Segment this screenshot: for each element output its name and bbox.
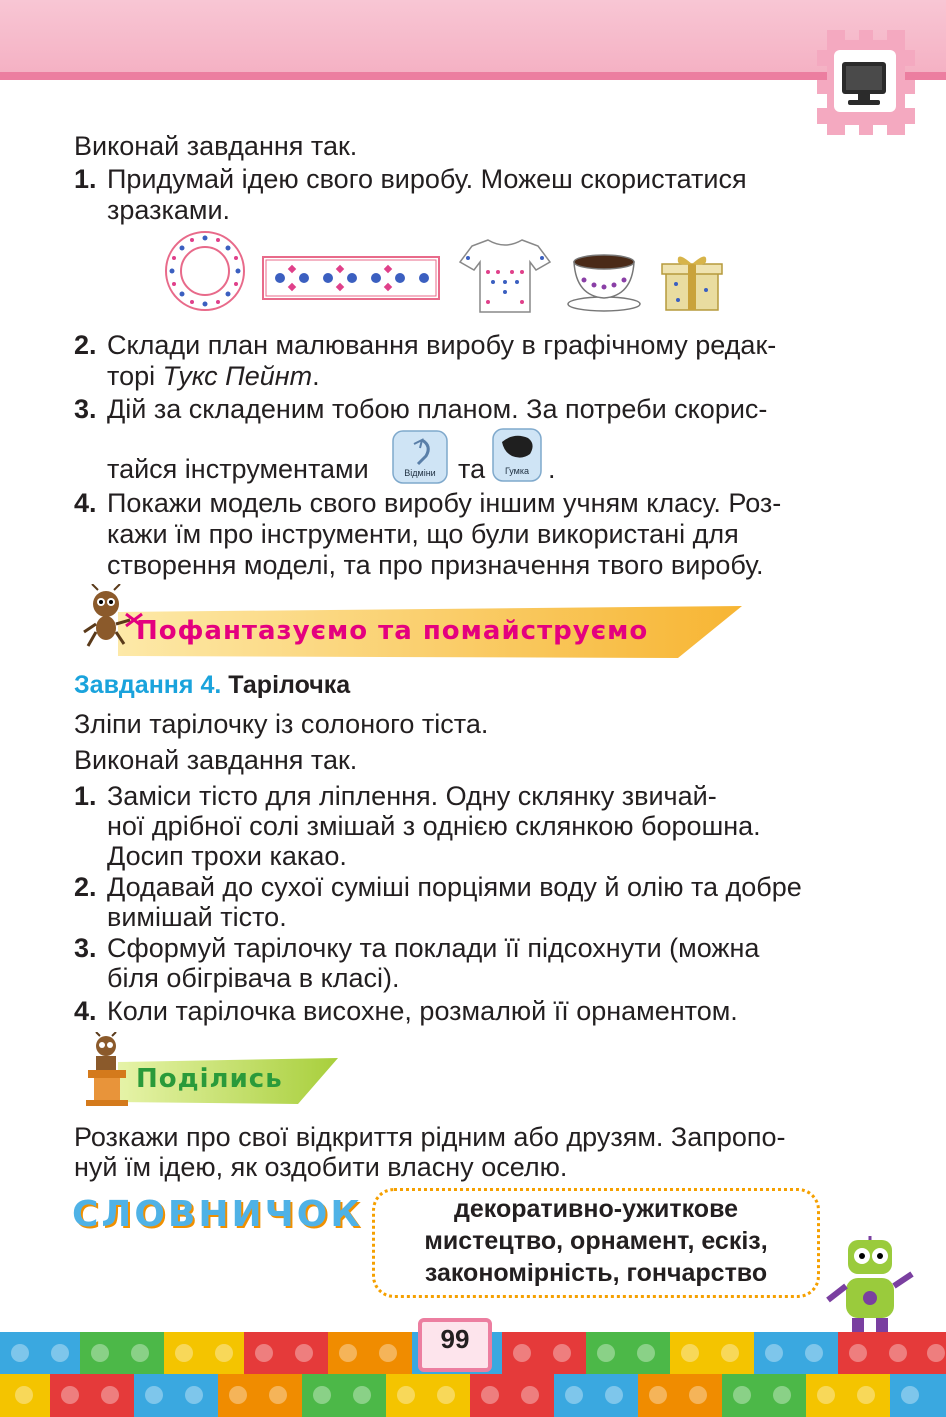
gift-box-sample-image xyxy=(660,250,724,312)
task-intro: Зліпи тарілочку із солоного тіста. xyxy=(74,709,489,739)
eraser-tool-button[interactable] xyxy=(492,428,542,482)
cup-sample-image xyxy=(564,252,644,314)
undo-tool-button[interactable] xyxy=(392,430,448,484)
ornament-strip-image xyxy=(262,256,440,300)
share-line: нуй їм ідею, як оздобити власну оселю. xyxy=(74,1152,568,1182)
share-line: Розкажи про свої відкриття рідним або друзям. Запропо- xyxy=(74,1122,786,1152)
dictionary-title: СЛОВНИЧОК xyxy=(72,1194,363,1235)
shirt-sample-image xyxy=(458,236,552,316)
item-number: 4. xyxy=(74,996,97,1026)
item-line: Склади план малювання виробу в графічному редак- xyxy=(107,330,777,360)
plate-sample-image xyxy=(164,230,246,312)
item-line: біля обігрівача в класі). xyxy=(107,963,400,993)
intro-text: Виконай завдання так. xyxy=(74,131,358,161)
item-number: 3. xyxy=(74,933,97,963)
task-label: Завдання 4. xyxy=(74,671,222,699)
item-line: Покажи модель свого виробу іншим учням класу. Роз- xyxy=(107,488,782,518)
eraser-tool-label: Гумка xyxy=(505,466,529,476)
item-line: ної дрібної солі змішай з однією склянкою борошна. xyxy=(107,811,761,841)
app-name: Тукс Пейнт xyxy=(162,361,313,391)
robot-mascot-icon xyxy=(818,1236,922,1336)
item-number: 2. xyxy=(74,872,97,902)
text-segment: . xyxy=(312,361,320,391)
text-segment: торі xyxy=(107,361,163,391)
item-line: вимішай тісто. xyxy=(107,902,287,932)
task-heading xyxy=(74,670,350,700)
item-line: Додавай до сухої суміші порціями воду й олію та добре xyxy=(107,872,802,902)
page-number: 99 xyxy=(440,1324,470,1354)
item-line: Сформуй тарілочку та поклади її підсохнути (можна xyxy=(107,933,760,963)
dictionary-line: мистецтво, орнамент, ескіз, xyxy=(424,1227,768,1255)
item-number: 1. xyxy=(74,781,97,811)
item-line: Придумай ідею свого виробу. Можеш скористатися xyxy=(107,164,747,194)
dictionary-line: закономірність, гончарство xyxy=(424,1259,768,1287)
item-line: зразками. xyxy=(107,195,231,225)
computer-icon xyxy=(812,30,917,135)
dictionary-line: декоративно-ужиткове xyxy=(453,1195,739,1223)
item-line xyxy=(107,361,816,392)
tools-text: . xyxy=(548,454,556,484)
header-band xyxy=(0,0,946,80)
item-line: створення моделі, та про призначення твого виробу. xyxy=(107,550,764,580)
header-line xyxy=(0,72,946,80)
tools-text: тайся інструментами xyxy=(107,454,369,484)
item-line: Коли тарілочка висохне, розмалюй її орнаментом. xyxy=(107,996,738,1026)
item-line: Досип трохи какао. xyxy=(107,841,347,871)
task-title: Тарілочка xyxy=(228,671,351,699)
item-line: кажи їм про інструменти, що були використані для xyxy=(107,519,739,549)
item-number: 1. xyxy=(74,164,97,194)
section-title-share: Поділись xyxy=(136,1064,283,1094)
item-number: 2. xyxy=(74,330,97,360)
undo-tool-label: Відміни xyxy=(404,468,436,478)
item-line: Дій за складеним тобою планом. За потреби скорис- xyxy=(107,394,768,424)
tools-text: та xyxy=(458,454,486,484)
item-number: 3. xyxy=(74,394,97,424)
section-title-fantasize: Пофантазуємо та помайструємо xyxy=(136,616,649,646)
task-intro: Виконай завдання так. xyxy=(74,745,358,775)
ant-podium-icon xyxy=(82,1032,132,1106)
item-number: 4. xyxy=(74,488,97,518)
item-line: Заміси тісто для ліплення. Одну склянку звичай- xyxy=(107,781,717,811)
